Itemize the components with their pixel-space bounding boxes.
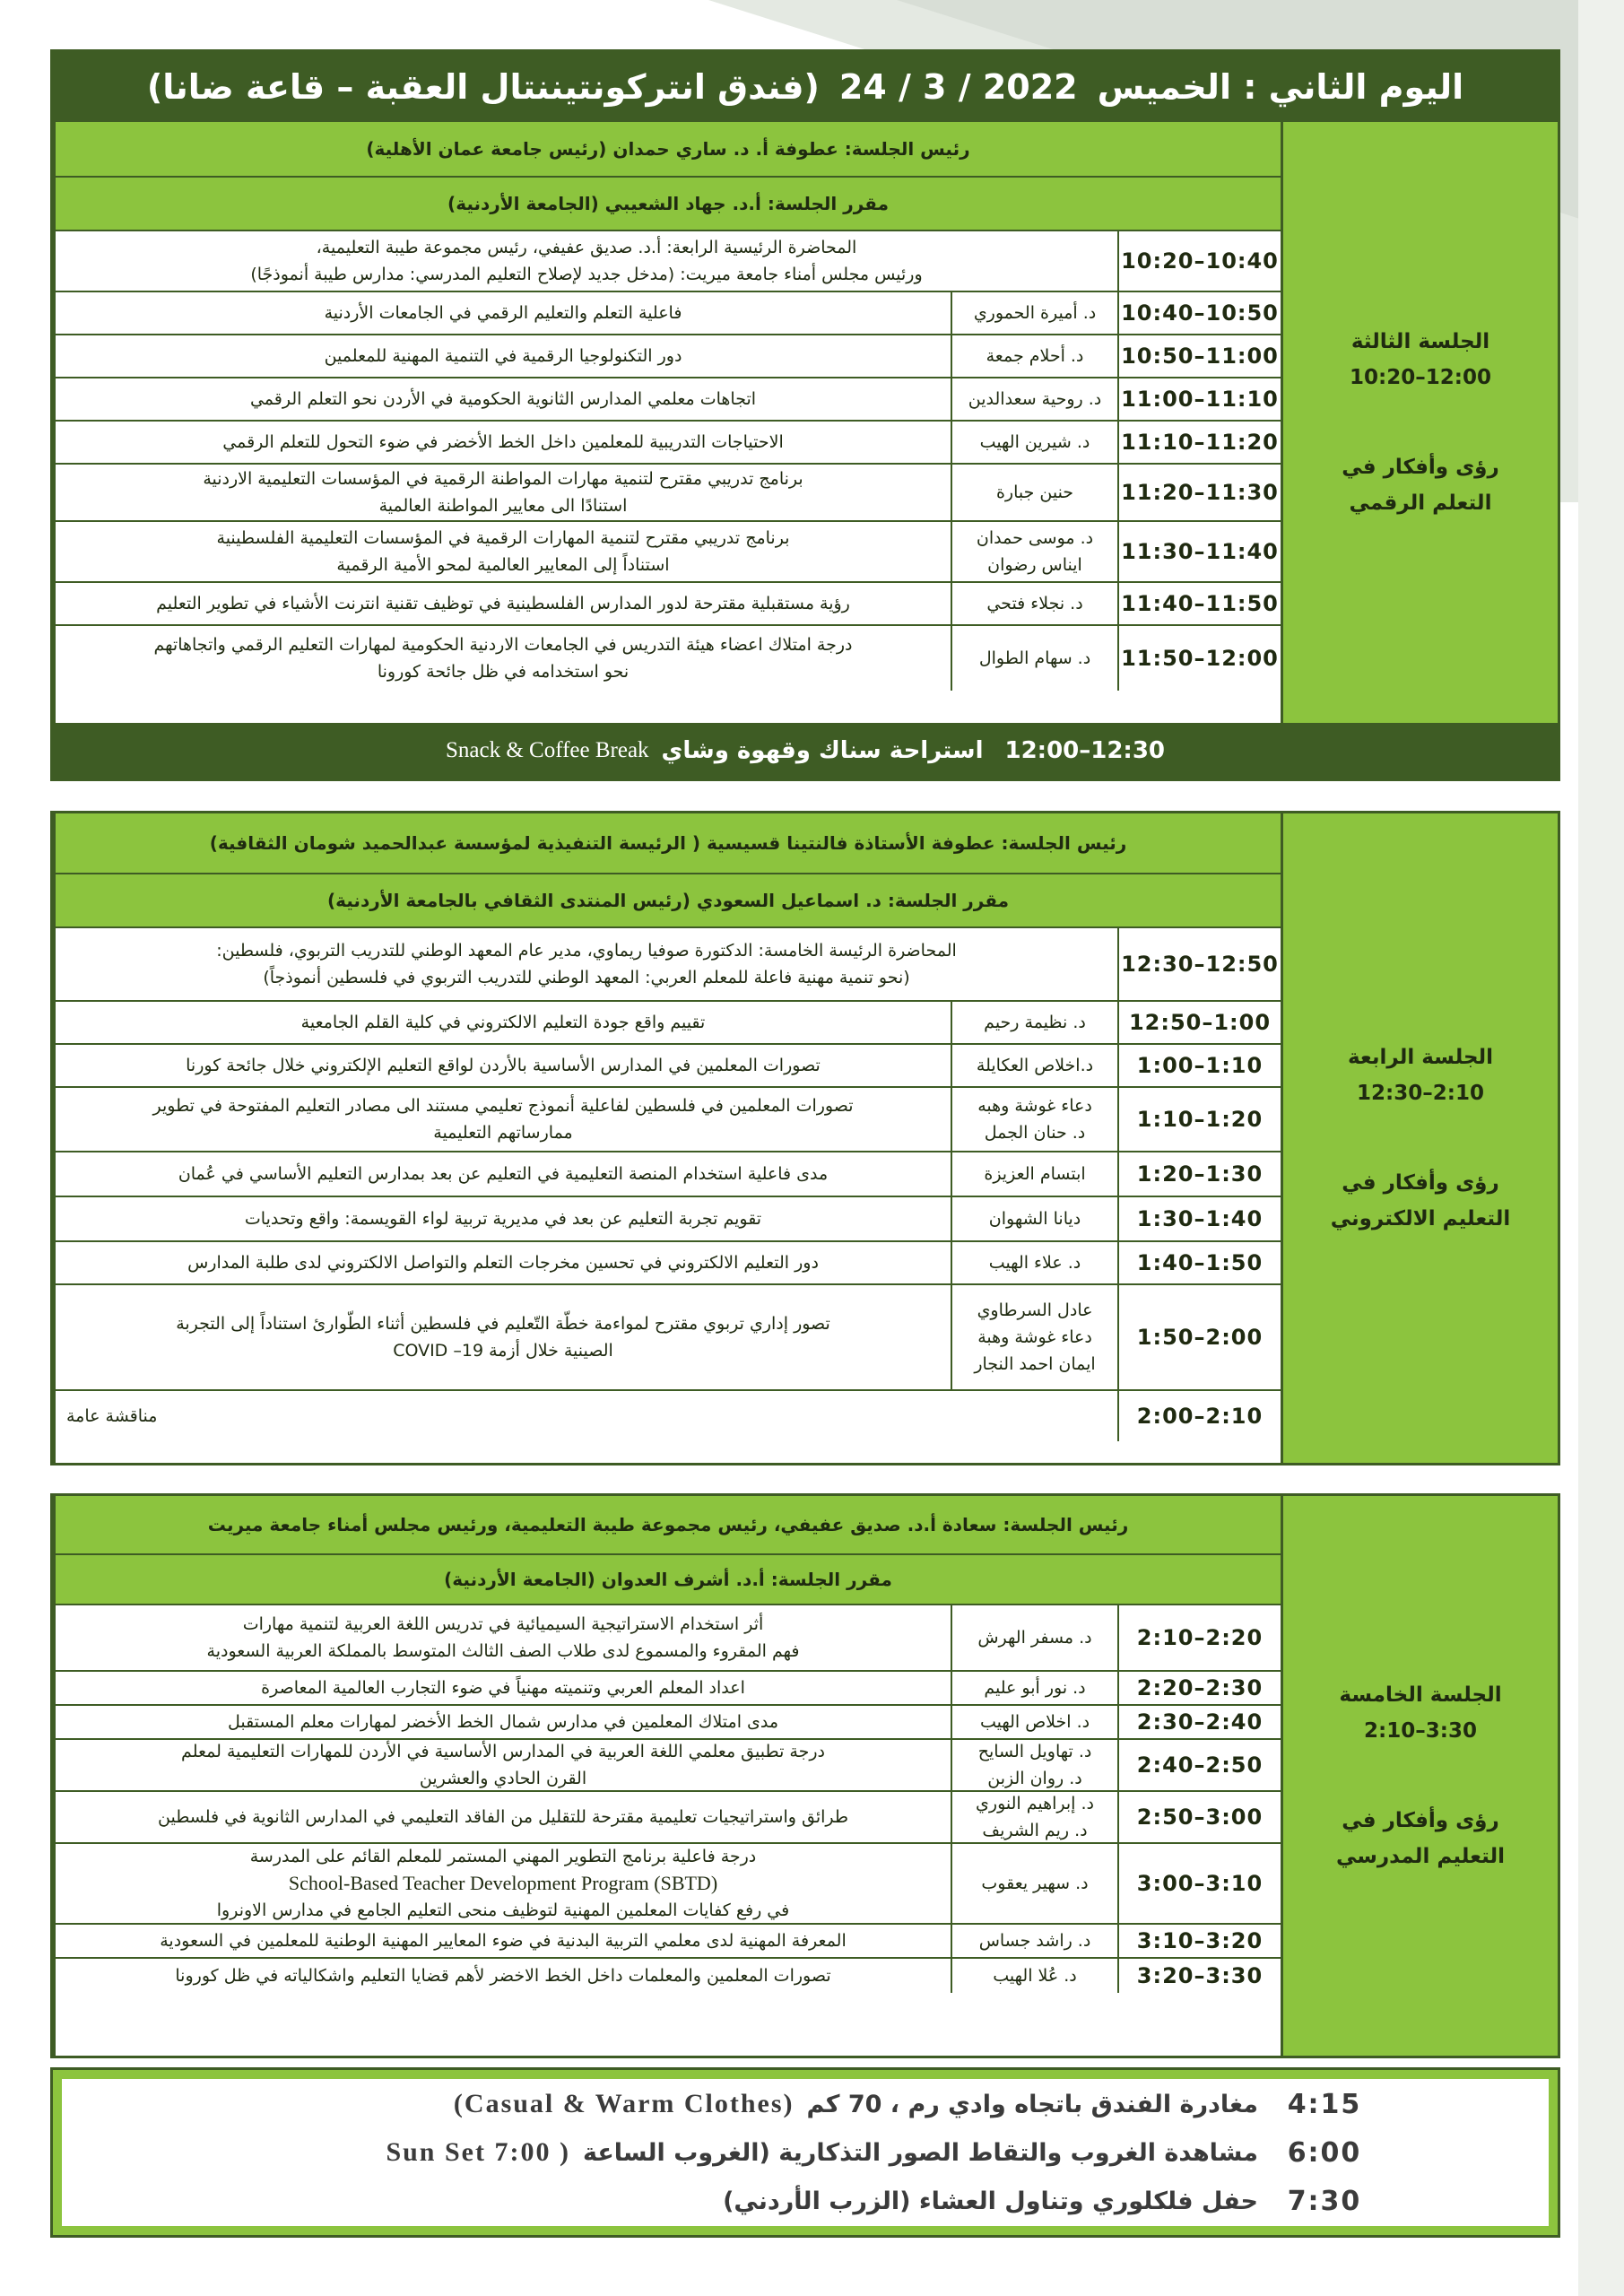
speaker-name: دعاء غوشة وهبه <box>977 1096 1092 1116</box>
session5-grid <box>53 1496 1283 2056</box>
row-time: 11:20–11:30 <box>1117 465 1281 520</box>
evening-extra: (Casual & Warm Clothes) <box>453 2089 795 2118</box>
session4-rapporteur: مقرر الجلسة: د. اسماعيل السعودي (رئيس المنتدى الثقافي بالجامعة الأردنية) <box>56 874 1281 928</box>
row-title <box>56 422 951 463</box>
row-speaker <box>951 465 1117 520</box>
title-line: استناداً إلى المعايير العالمية لمحو الأمية الرقمية <box>336 555 670 575</box>
row-title <box>56 1002 951 1043</box>
speaker-name: د. نظيمة رحيم <box>984 1013 1086 1032</box>
speaker-name: ايمان احمد النجار <box>974 1354 1096 1374</box>
title-line: تقويم تجربة التعليم عن بعد في مديرية تربية لواء القويسمة: واقع وتحديات <box>244 1209 762 1229</box>
title-line: تصورات المعلمين في فلسطين لفاعلية أنموذج تعليمي مستند الى مصادر التعليم المفتوحة في تطوير <box>152 1096 854 1116</box>
row-title <box>56 583 951 624</box>
speaker-name: د. علاء الهيب <box>988 1253 1081 1273</box>
row-time: 2:20–2:30 <box>1117 1672 1281 1704</box>
row-time: 3:10–3:20 <box>1117 1925 1281 1957</box>
schedule-row <box>56 465 1281 522</box>
speaker-name: د. سهير يعقوب <box>981 1874 1089 1893</box>
session5-theme-2: التعليم المدرسي <box>1335 1845 1506 1868</box>
title-line: فهم المقروء والمسموع لدى طلاب الصف الثالث المتوسط بالمملكة العربية السعودية <box>206 1641 800 1661</box>
schedule-row <box>56 1844 1281 1925</box>
row-speaker <box>951 335 1117 377</box>
evening-extra: Sun Set 7:00 ) <box>386 2137 570 2167</box>
row-time: 1:00–1:10 <box>1117 1045 1281 1086</box>
row-title <box>56 335 951 377</box>
row-speaker <box>951 1088 1117 1151</box>
title-line: ممارساتهم التعليمية <box>433 1123 573 1143</box>
row-time: 3:00–3:10 <box>1117 1844 1281 1923</box>
speaker-name: عادل السرطاوي <box>977 1300 1093 1320</box>
schedule-row <box>56 626 1281 691</box>
row-title <box>56 1740 951 1790</box>
row-title <box>56 1925 951 1957</box>
row-time: 10:40–10:50 <box>1117 292 1281 334</box>
row-speaker <box>951 583 1117 624</box>
session5-time: 2:10–3:30 <box>1364 1719 1477 1743</box>
session3-theme-1: رؤى وأفكار في <box>1342 456 1499 479</box>
title-line: تقييم واقع جودة التعليم الالكتروني في كلية القلم الجامعية <box>300 1013 706 1032</box>
session3-label: الجلسة الثالثة <box>1350 330 1490 353</box>
schedule-row <box>56 1740 1281 1792</box>
session3-chair: رئيس الجلسة: عطوفة أ. د. ساري حمدان (رئيس جامعة عمان الأهلية) <box>56 122 1281 178</box>
evening-text: مغادرة الفندق باتجاه وادي رم ، 70 كم <box>806 2090 1258 2118</box>
day-date: 24 / 3 / 2022 <box>838 67 1078 107</box>
row-speaker <box>951 1152 1117 1196</box>
row-title <box>56 522 951 581</box>
evening-text: مشاهدة الغروب والتقاط الصور التذكارية (الغروب الساعة <box>582 2138 1258 2167</box>
row-speaker <box>951 1925 1117 1957</box>
row-speaker <box>951 1242 1117 1283</box>
row-time: 10:20–10:40 <box>1117 231 1281 291</box>
title-line: درجة تطبيق معلمي اللغة العربية في المدارس الأساسية في الأردن للمهارات التعليمية لمعلم <box>181 1742 825 1761</box>
row-time: 1:20–1:30 <box>1117 1152 1281 1196</box>
schedule-row <box>56 1045 1281 1088</box>
row-speaker <box>951 1045 1117 1086</box>
title-line: تصور إداري تربوي مقترح لمواءمة خطّة التّعليم في فلسطين أثناء الطّوارئ استناداً إلى التجربة <box>176 1314 830 1334</box>
row-speaker <box>951 1844 1117 1923</box>
row-time: 12:50–1:00 <box>1117 1002 1281 1043</box>
evening-item <box>62 2128 1369 2177</box>
row-title <box>56 231 1117 291</box>
speaker-name: د. اخلاص الهيب <box>979 1712 1090 1732</box>
row-speaker <box>951 1792 1117 1842</box>
schedule-row <box>56 1391 1281 1441</box>
speaker-name: د. تهاويل السايح <box>977 1742 1092 1761</box>
row-speaker <box>951 378 1117 420</box>
session3-time: 10:20–12:00 <box>1350 366 1491 389</box>
speaker-name: د. ريم الشريف <box>982 1821 1088 1840</box>
row-title <box>56 928 1117 1000</box>
schedule-row <box>56 1605 1281 1672</box>
day-schedule-panel-1 <box>50 49 1560 781</box>
row-title <box>56 1152 951 1196</box>
title-line: أثر استخدام الاستراتيجية السيميائية في تدريس اللغة العربية لتنمية مهارات <box>242 1614 764 1634</box>
title-line: المحاضرة الرئيسة الخامسة: الدكتورة صوفيا ريماوي، مدير عام المعهد الوطني للتدريب التربوي، فلسطين: <box>216 941 957 961</box>
schedule-row <box>56 928 1281 1002</box>
speaker-name: حنين جبارة <box>995 483 1074 502</box>
row-title <box>56 1844 951 1923</box>
session4-sidebar <box>1283 813 1558 1463</box>
title-line: برنامج تدريبي مقترح لتنمية مهارات المواطنة الرقمية في المؤسسات التعليمية الاردنية <box>203 469 803 489</box>
session5-rapporteur: مقرر الجلسة: أ.د. أشرف العدوان (الجامعة الأردنية) <box>56 1555 1281 1605</box>
row-title <box>56 1706 951 1738</box>
session4-grid <box>53 813 1283 1463</box>
row-time: 2:00–2:10 <box>1117 1391 1281 1441</box>
row-speaker <box>951 1002 1117 1043</box>
schedule-row <box>56 1088 1281 1152</box>
row-title <box>56 1672 951 1704</box>
row-speaker <box>951 422 1117 463</box>
title-line: المعرفة المهنية لدى معلمي التربية البدنية في ضوء المعايير المهنية الوطنية للمعلمين في السعودية <box>160 1931 847 1951</box>
session4-panel <box>50 811 1560 1465</box>
title-line: نحو استخدامه في ظل جائحة كورونا <box>377 662 630 682</box>
session3-rapporteur: مقرر الجلسة: أ.د. جهاد الشعيبي (الجامعة الأردنية) <box>56 178 1281 231</box>
session4-label: الجلسة الرابعة <box>1347 1046 1494 1069</box>
schedule-row <box>56 292 1281 335</box>
row-speaker <box>951 1285 1117 1389</box>
title-line: برنامج تدريبي مقترح لتنمية المهارات الرقمية في المؤسسات التعليمية الفلسطينية <box>216 528 790 548</box>
title-line: ورئيس مجلس أمناء جامعة ميريت: (مدخل جديد لإصلاح التعليم المدرسي: مدارس طيبة أنموذجًا) <box>250 265 923 284</box>
schedule-row <box>56 1959 1281 1993</box>
session3-grid <box>53 122 1283 723</box>
title-line: دور التعليم الالكتروني في تحسين مخرجات التعلم والتواصل الالكتروني لدى طلبة المدارس <box>187 1253 819 1273</box>
schedule-row <box>56 422 1281 465</box>
row-title <box>56 1391 1117 1441</box>
row-time: 11:10–11:20 <box>1117 422 1281 463</box>
title-line: استنادًا الى معايير المواطنة العالمية <box>378 496 628 516</box>
evening-item <box>62 2080 1369 2128</box>
title-line: دور التكنولوجيا الرقمية في التنمية المهنية للمعلمين <box>324 346 682 366</box>
speaker-name: د. شيرين الهيب <box>979 432 1090 452</box>
row-time: 2:30–2:40 <box>1117 1706 1281 1738</box>
speaker-name: د.اخلاص العكايلة <box>976 1056 1094 1075</box>
speaker-name: د. أحلام جمعة <box>986 346 1084 366</box>
row-time: 2:40–2:50 <box>1117 1740 1281 1790</box>
session5-panel <box>50 1493 1560 2058</box>
evening-time: 7:30 <box>1287 2185 1362 2217</box>
title-line: تصورات المعلمين والمعلمات داخل الخط الاخضر لأهم قضايا التعليم واشكالياته في ظل كورونا <box>175 1966 831 1986</box>
coffee-break-label-en: Snack & Coffee Break <box>445 738 649 762</box>
row-time: 1:50–2:00 <box>1117 1285 1281 1389</box>
row-time: 11:50–12:00 <box>1117 626 1281 691</box>
row-title <box>56 465 951 520</box>
session3-sidebar <box>1283 122 1558 723</box>
title-line: مدى امتلاك المعلمين في مدارس شمال الخط الأخضر لمهارات معلم المستقبل <box>227 1712 779 1732</box>
row-title <box>56 1792 951 1842</box>
speaker-name: د. راشد جساس <box>978 1931 1091 1951</box>
row-time: 2:10–2:20 <box>1117 1605 1281 1670</box>
evening-item <box>62 2177 1369 2225</box>
speaker-name: د. إبراهيم النوري <box>976 1794 1094 1813</box>
title-line: درجة امتلاك اعضاء هيئة التدريس في الجامعات الاردنية الحكومية لمهارات التعليم الرقمي واتجاهاتهم <box>153 635 853 655</box>
schedule-row <box>56 1706 1281 1740</box>
schedule-row <box>56 1152 1281 1197</box>
row-title <box>56 1242 951 1283</box>
day-label: اليوم الثاني : الخميس <box>1097 67 1464 107</box>
speaker-name: د. موسى حمدان <box>976 528 1094 548</box>
speaker-name: د. نور أبو عليم <box>984 1678 1086 1698</box>
title-line: رؤية مستقبلية مقترحة لدور المدارس الفلسطينية في توظيف تقنية انترنت الأشياء في تطوير التعليم <box>156 594 850 613</box>
row-time: 11:00–11:10 <box>1117 378 1281 420</box>
title-line: الصينية خلال أزمة 19– COVID <box>393 1341 613 1361</box>
title-line: اعداد المعلم العربي وتنميته مهنياً في ضوء التجارب العالمية المعاصرة <box>261 1678 745 1698</box>
schedule-row <box>56 1925 1281 1959</box>
coffee-break-label-ar: استراحة سناك وقهوة وشاي <box>661 737 984 764</box>
row-title <box>56 626 951 691</box>
speaker-name: د. مسفر الهرش <box>977 1628 1092 1648</box>
title-line: مناقشة عامة <box>66 1406 158 1426</box>
row-time: 11:30–11:40 <box>1117 522 1281 581</box>
schedule-row <box>56 522 1281 583</box>
schedule-row <box>56 1285 1281 1391</box>
session5-theme-1: رؤى وأفكار في <box>1342 1809 1499 1832</box>
session4-time: 12:30–2:10 <box>1357 1082 1484 1105</box>
schedule-row <box>56 231 1281 292</box>
row-time: 1:10–1:20 <box>1117 1088 1281 1151</box>
evening-time: 6:00 <box>1287 2136 1362 2169</box>
session4-chair: رئيس الجلسة: عطوفة الأستاذة فالنتينا قسيسية ( الرئيسة التنفيذية لمؤسسة عبدالحميد شومان الثقافية) <box>56 813 1281 874</box>
evening-text: حفل فلكلوري وتناول العشاء (الزرب الأردني) <box>723 2187 1258 2215</box>
row-time: 3:20–3:30 <box>1117 1959 1281 1993</box>
row-speaker <box>951 626 1117 691</box>
title-line: في رفع كفايات المعلمين المهنية لتوظيف منحى التعليم الجامع في مدارس الاونروا <box>216 1900 790 1920</box>
evening-time: 4:15 <box>1287 2088 1362 2120</box>
schedule-row <box>56 1242 1281 1285</box>
row-speaker <box>951 1740 1117 1790</box>
row-time: 10:50–11:00 <box>1117 335 1281 377</box>
row-speaker <box>951 1672 1117 1704</box>
coffee-break-bar <box>53 723 1558 778</box>
title-line: فاعلية التعلم والتعليم الرقمي في الجامعات الأردنية <box>324 303 682 323</box>
speaker-name: د. عُلا الهيب <box>993 1966 1077 1986</box>
row-title <box>56 1088 951 1151</box>
evening-program-panel <box>50 2067 1560 2238</box>
row-speaker <box>951 1959 1117 1993</box>
row-speaker <box>951 1605 1117 1670</box>
speaker-name: ابتسام العزيزة <box>984 1164 1086 1184</box>
schedule-row <box>56 335 1281 378</box>
session4-theme-1: رؤى وأفكار في <box>1342 1171 1499 1195</box>
row-title <box>56 292 951 334</box>
title-line: اتجاهات معلمي المدارس الثانوية الحكومية في الأردن نحو التعلم الرقمي <box>249 389 757 409</box>
evening-program-list <box>62 2079 1549 2226</box>
title-line: درجة فاعلية برنامج التطوير المهني المستمر للمعلم القائم على المدرسة <box>249 1847 757 1866</box>
row-time: 2:50–3:00 <box>1117 1792 1281 1842</box>
row-time: 1:40–1:50 <box>1117 1242 1281 1283</box>
title-line: (نحو تنمية مهنية فاعلة للمعلم العربي: المعهد الوطني للتدريب التربوي في فلسطين أنموذجاً) <box>263 968 910 987</box>
title-line: مدى فاعلية استخدام المنصة التعليمية في التعليم عن بعد بمدارس التعليم الأساسي في عُمان <box>178 1164 829 1184</box>
schedule-row <box>56 1197 1281 1242</box>
speaker-name: ايناس رضوان <box>987 555 1082 575</box>
session3-theme-2: التعلم الرقمي <box>1349 491 1492 515</box>
speaker-name: د. نجلاء فتحي <box>986 594 1083 613</box>
speaker-name: د. روحية سعدالدين <box>968 389 1102 409</box>
row-time: 12:30–12:50 <box>1117 928 1281 1000</box>
coffee-break-time: 12:00–12:30 <box>1004 737 1166 764</box>
row-title <box>56 1285 951 1389</box>
row-speaker <box>951 292 1117 334</box>
session4-theme-2: التعليم الالكتروني <box>1330 1207 1511 1231</box>
speaker-name: دعاء غوشة وهبة <box>977 1327 1092 1347</box>
row-time: 11:40–11:50 <box>1117 583 1281 624</box>
row-title <box>56 1197 951 1240</box>
day-venue: (فندق انتركونتيننتال العقبة – قاعة ضانا) <box>146 67 820 107</box>
speaker-name: د. روان الزبن <box>987 1769 1082 1788</box>
row-speaker <box>951 522 1117 581</box>
title-line: طرائق واستراتيجيات تعليمية مقترحة للتقليل من الفاقد التعليمي في المدارس الثانوية في فلسطين <box>158 1807 848 1827</box>
row-time: 1:30–1:40 <box>1117 1197 1281 1240</box>
row-title <box>56 378 951 420</box>
speaker-name: ديانا الشهوان <box>988 1209 1081 1229</box>
speaker-name: د. أميرة الحموري <box>973 303 1097 323</box>
row-title <box>56 1605 951 1670</box>
schedule-row <box>56 1002 1281 1045</box>
row-speaker <box>951 1706 1117 1738</box>
session5-chair: رئيس الجلسة: سعادة أ.د. صديق عفيفي، رئيس مجموعة طيبة التعليمية، ورئيس مجلس أمناء جامعة ميريت <box>56 1496 1281 1555</box>
schedule-row <box>56 1672 1281 1706</box>
session5-sidebar <box>1283 1496 1558 2056</box>
schedule-row <box>56 378 1281 422</box>
title-line: القرن الحادي والعشرين <box>419 1769 587 1788</box>
row-title <box>56 1959 951 1993</box>
speaker-name: د. سهام الطوال <box>978 648 1091 668</box>
schedule-row <box>56 583 1281 626</box>
session5-label: الجلسة الخامسة <box>1339 1683 1502 1707</box>
schedule-row <box>56 1792 1281 1844</box>
speaker-name: د. حنان الجمل <box>984 1123 1086 1143</box>
row-speaker <box>951 1197 1117 1240</box>
day-header <box>53 52 1558 122</box>
title-line: المحاضرة الرئيسية الرابعة: أ.د. صديق عفيفي، رئيس مجموعة طيبة التعليمية، <box>316 238 857 257</box>
title-line: تصورات المعلمين في المدارس الأساسية بالأردن لواقع التعليم الإلكتروني خلال جائحة كورنا <box>186 1056 821 1075</box>
row-title <box>56 1045 951 1086</box>
title-line: الاحتياجات التدريبية للمعلمين داخل الخط الأخضر في ضوء التحول للتعلم الرقمي <box>222 432 784 452</box>
title-line: School-Based Teacher Development Program (SBTD) <box>288 1872 718 1894</box>
